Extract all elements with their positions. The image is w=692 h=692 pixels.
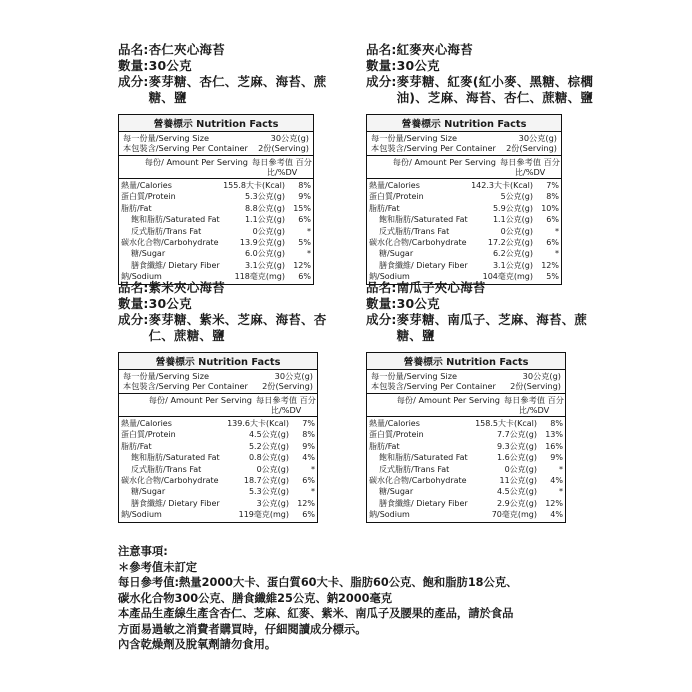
notes-line: 本產品生產線生產含杏仁、芝麻、紅麥、紫米、南瓜子及腰果的產品，請於食品 xyxy=(118,607,514,620)
servings-label: 本包裝含/Serving Per Container xyxy=(371,143,496,153)
nutrient-dv: 6% xyxy=(302,510,315,520)
nutrient-amount: 158.5大卡(Kcal) xyxy=(475,419,537,428)
nutrient-dv: 7% xyxy=(546,181,559,190)
quantity-label: 數量: xyxy=(118,58,149,73)
nutrient-amount: 11公克(g) xyxy=(499,476,537,486)
nutrition-row xyxy=(369,418,563,429)
nutrient-dv: 16% xyxy=(545,441,563,451)
product-quantity: 30公克 xyxy=(148,296,192,311)
nutrient-dv: 8% xyxy=(298,181,311,190)
nutrition-row xyxy=(369,180,559,191)
nutrient-label: 蛋白質/Protein xyxy=(369,430,424,440)
serving-size-label: 每一份量/Serving Size xyxy=(371,133,458,143)
nutrient-amount: 155.8大卡(Kcal) xyxy=(223,181,285,190)
nutrient-amount: 8.8公克(g) xyxy=(244,203,285,213)
notes-heading: 注意事項: xyxy=(118,545,168,558)
ingredients-label: 成分: xyxy=(118,312,149,327)
nutrient-label: 飽和脂肪/Saturated Fat xyxy=(379,453,468,463)
notes-line: 碳水化合物300公克、膳食纖維25公克、鈉2000毫克 xyxy=(118,591,393,605)
nutrient-amount: 3.1公克(g) xyxy=(492,260,533,270)
nutrient-label: 膳食纖維/ Dietary Fiber xyxy=(379,260,468,270)
nutrition-title: 營養標示 Nutrition Facts xyxy=(119,353,317,370)
nutrient-label: 反式脂肪/Trans Fat xyxy=(379,464,450,474)
product-name: 紫米夾心海苔 xyxy=(148,280,225,295)
nutrient-amount: 0.8公克(g) xyxy=(248,453,289,463)
product-name: 南瓜子夾心海苔 xyxy=(396,280,486,295)
nutrient-amount: 0公克(g) xyxy=(504,464,537,474)
servings-label: 本包裝含/Serving Per Container xyxy=(123,143,248,153)
name-label: 品名: xyxy=(366,42,397,57)
product-quantity: 30公克 xyxy=(396,58,440,73)
nutrient-label: 糖/Sugar xyxy=(131,487,166,497)
nutrient-amount: 9.3公克(g) xyxy=(496,441,537,451)
nutrient-label: 糖/Sugar xyxy=(379,249,414,259)
nutrient-label: 鈉/Sodium xyxy=(369,272,410,282)
nutrition-rows xyxy=(119,179,313,284)
nutrient-dv: 6% xyxy=(546,215,559,225)
serving-size-value: 30公克(g) xyxy=(518,133,557,143)
ingredients-label: 成分: xyxy=(366,74,397,89)
notes-line: 每日參考值:熱量2000大卡、蛋白質60大卡、脂肪60公克、飽和脂肪18公克、 xyxy=(118,576,518,589)
nutrient-dv: 7% xyxy=(302,419,315,428)
product-block xyxy=(366,42,596,285)
name-label: 品名: xyxy=(366,280,397,295)
nutrient-amount: 5.3公克(g) xyxy=(244,192,285,202)
nutrition-row xyxy=(369,226,559,237)
product-block xyxy=(366,280,596,523)
servings-label: 本包裝含/Serving Per Container xyxy=(123,381,248,391)
nutrient-dv: 12% xyxy=(297,498,315,508)
product-name: 杏仁夾心海苔 xyxy=(148,42,225,57)
nutrient-amount: 17.2公克(g) xyxy=(487,238,533,248)
product-block xyxy=(118,280,348,523)
column-header xyxy=(119,156,313,179)
column-header xyxy=(119,394,317,417)
nutrient-dv: 12% xyxy=(541,260,559,270)
product-block xyxy=(118,42,348,285)
nutrient-dv: 12% xyxy=(293,260,311,270)
quantity-label: 數量: xyxy=(366,296,397,311)
nutrient-label: 反式脂肪/Trans Fat xyxy=(131,464,202,474)
nutrient-dv: 10% xyxy=(541,203,559,213)
serving-size-value: 30公克(g) xyxy=(270,133,309,143)
nutrition-title: 營養標示 Nutrition Facts xyxy=(367,115,561,132)
nutrient-dv: 6% xyxy=(302,476,315,486)
nutrient-label: 飽和脂肪/Saturated Fat xyxy=(131,215,220,225)
nutrient-label: 蛋白質/Protein xyxy=(121,430,176,440)
nutrient-label: 膳食纖維/ Dietary Fiber xyxy=(131,260,220,270)
nutrient-dv: 4% xyxy=(550,510,563,520)
servings-value: 2份(Serving) xyxy=(506,143,557,153)
nutrient-amount: 0公克(g) xyxy=(252,226,285,236)
nutrient-amount: 0公克(g) xyxy=(256,464,289,474)
product-info xyxy=(118,42,348,106)
nutrient-label: 碳水化合物/Carbohydrate xyxy=(121,476,219,486)
product-info xyxy=(366,42,596,106)
per-serving-head: 每份/ Amount Per Serving xyxy=(392,157,496,167)
name-label: 品名: xyxy=(118,42,149,57)
nutrient-amount: 7.7公克(g) xyxy=(496,430,537,440)
nutrient-dv: 12% xyxy=(545,498,563,508)
nutrition-panel xyxy=(118,114,314,285)
serving-info xyxy=(119,132,313,156)
nutrition-row xyxy=(121,226,311,237)
nutrition-title: 營養標示 Nutrition Facts xyxy=(119,115,313,132)
product-quantity: 30公克 xyxy=(396,296,440,311)
nutrient-amount: 2.9公克(g) xyxy=(496,498,537,508)
nutrient-label: 膳食纖維/ Dietary Fiber xyxy=(379,498,468,508)
nutrient-amount: 5.2公克(g) xyxy=(248,441,289,451)
nutrient-dv: * xyxy=(555,249,559,259)
nutrient-dv: 8% xyxy=(302,430,315,440)
product-ingredients: 麥芽糖、杏仁、芝麻、海苔、蔗糖、鹽 xyxy=(148,74,327,105)
nutrition-row xyxy=(369,441,563,452)
nutrient-amount: 5.9公克(g) xyxy=(492,203,533,213)
servings-value: 2份(Serving) xyxy=(258,143,309,153)
nutrient-amount: 4.5公克(g) xyxy=(248,430,289,440)
nutrient-label: 熱量/Calories xyxy=(369,419,420,428)
nutrient-label: 飽和脂肪/Saturated Fat xyxy=(131,453,220,463)
product-ingredients: 麥芽糖、紫米、芝麻、海苔、杏仁、蔗糖、鹽 xyxy=(148,312,327,343)
serving-size-label: 每一份量/Serving Size xyxy=(371,371,458,381)
nutrition-row xyxy=(121,237,311,248)
dv-head: 每日參考值 百分比/%DV xyxy=(504,395,564,415)
nutrition-rows xyxy=(119,417,317,522)
serving-info xyxy=(367,370,565,394)
nutrition-row xyxy=(121,418,315,429)
nutrition-row xyxy=(369,452,563,463)
nutrition-row xyxy=(369,429,563,440)
nutrient-amount: 70毫克(mg) xyxy=(491,510,537,520)
nutrition-row xyxy=(369,214,559,225)
nutrient-amount: 5.3公克(g) xyxy=(248,487,289,497)
nutrition-row xyxy=(369,203,559,214)
product-ingredients: 麥芽糖、南瓜子、芝麻、海苔、蔗糖、鹽 xyxy=(396,312,588,343)
nutrient-label: 蛋白質/Protein xyxy=(121,192,176,202)
nutrient-amount: 1.1公克(g) xyxy=(244,215,285,225)
notes-section xyxy=(118,544,578,653)
nutrient-dv: 15% xyxy=(293,203,311,213)
nutrition-row xyxy=(121,464,315,475)
quantity-label: 數量: xyxy=(118,296,149,311)
nutrient-amount: 4.5公克(g) xyxy=(496,487,537,497)
nutrition-row xyxy=(369,486,563,497)
nutrient-dv: * xyxy=(559,487,563,497)
nutrient-amount: 18.7公克(g) xyxy=(243,476,289,486)
servings-value: 2份(Serving) xyxy=(262,381,313,391)
nutrient-dv: 5% xyxy=(546,272,559,282)
nutrient-label: 碳水化合物/Carbohydrate xyxy=(121,238,219,248)
ingredients-label: 成分: xyxy=(366,312,397,327)
product-info xyxy=(118,280,348,344)
notes-line: ＊參考值未訂定 xyxy=(118,560,198,574)
nutrient-dv: 6% xyxy=(546,238,559,248)
product-ingredients: 麥芽糖、紅麥(紅小麥、黑糖、棕櫚油)、芝麻、海苔、杏仁、蔗糖、鹽 xyxy=(396,74,594,105)
nutrient-label: 糖/Sugar xyxy=(379,487,414,497)
nutrient-dv: 9% xyxy=(550,453,563,463)
nutrient-amount: 1.6公克(g) xyxy=(496,453,537,463)
nutrient-dv: 9% xyxy=(298,192,311,202)
nutrient-dv: * xyxy=(307,249,311,259)
nutrient-amount: 119毫克(mg) xyxy=(238,510,289,520)
serving-size-value: 30公克(g) xyxy=(274,371,313,381)
quantity-label: 數量: xyxy=(366,58,397,73)
nutrient-dv: 6% xyxy=(298,215,311,225)
name-label: 品名: xyxy=(118,280,149,295)
nutrient-dv: 9% xyxy=(302,441,315,451)
nutrient-amount: 142.3大卡(Kcal) xyxy=(471,181,533,190)
nutrient-dv: 4% xyxy=(302,453,315,463)
serving-info xyxy=(367,132,561,156)
nutrient-label: 糖/Sugar xyxy=(131,249,166,259)
nutrient-label: 蛋白質/Protein xyxy=(369,192,424,202)
nutrient-label: 碳水化合物/Carbohydrate xyxy=(369,238,467,248)
nutrition-row xyxy=(121,248,311,259)
nutrition-rows xyxy=(367,417,565,522)
nutrition-row xyxy=(121,498,315,509)
serving-size-value: 30公克(g) xyxy=(522,371,561,381)
serving-size-label: 每一份量/Serving Size xyxy=(123,133,210,143)
product-info xyxy=(366,280,596,344)
column-header xyxy=(367,394,565,417)
nutrition-row xyxy=(369,475,563,486)
nutrient-dv: 6% xyxy=(298,272,311,282)
nutrient-label: 鈉/Sodium xyxy=(121,510,162,520)
nutrition-row xyxy=(121,203,311,214)
nutrient-dv: 8% xyxy=(550,419,563,428)
nutrition-row xyxy=(369,498,563,509)
servings-value: 2份(Serving) xyxy=(510,381,561,391)
nutrition-row xyxy=(121,260,311,271)
nutrition-row xyxy=(121,441,315,452)
nutrient-label: 反式脂肪/Trans Fat xyxy=(131,226,202,236)
nutrient-amount: 139.6大卡(Kcal) xyxy=(227,419,289,428)
nutrient-label: 膳食纖維/ Dietary Fiber xyxy=(131,498,220,508)
nutrition-row xyxy=(121,214,311,225)
column-header xyxy=(367,156,561,179)
nutrient-label: 碳水化合物/Carbohydrate xyxy=(369,476,467,486)
per-serving-head: 每份/ Amount Per Serving xyxy=(396,395,500,405)
nutrition-row xyxy=(121,191,311,202)
nutrition-row xyxy=(121,509,315,520)
product-name: 紅麥夾心海苔 xyxy=(396,42,473,57)
nutrition-rows xyxy=(367,179,561,284)
ingredients-label: 成分: xyxy=(118,74,149,89)
serving-info xyxy=(119,370,317,394)
dv-head: 每日參考值 百分比/%DV xyxy=(252,157,312,177)
nutrient-label: 脂肪/Fat xyxy=(121,441,152,451)
nutrient-amount: 5公克(g) xyxy=(500,192,533,202)
serving-size-label: 每一份量/Serving Size xyxy=(123,371,210,381)
nutrition-row xyxy=(121,452,315,463)
nutrition-row xyxy=(121,429,315,440)
nutrient-label: 反式脂肪/Trans Fat xyxy=(379,226,450,236)
nutrient-amount: 118毫克(mg) xyxy=(234,272,285,282)
nutrient-amount: 104毫克(mg) xyxy=(482,272,533,282)
nutrient-dv: * xyxy=(307,226,311,236)
nutrient-amount: 3.1公克(g) xyxy=(244,260,285,270)
nutrition-row xyxy=(121,180,311,191)
nutrient-label: 脂肪/Fat xyxy=(369,441,400,451)
nutrient-amount: 1.1公克(g) xyxy=(492,215,533,225)
nutrition-row xyxy=(369,237,559,248)
nutrient-amount: 3公克(g) xyxy=(256,498,289,508)
nutrient-label: 脂肪/Fat xyxy=(369,203,400,213)
nutrient-dv: * xyxy=(559,464,563,474)
nutrient-label: 飽和脂肪/Saturated Fat xyxy=(379,215,468,225)
nutrition-row xyxy=(121,475,315,486)
per-serving-head: 每份/ Amount Per Serving xyxy=(148,395,252,405)
nutrient-label: 脂肪/Fat xyxy=(121,203,152,213)
nutrient-dv: 8% xyxy=(546,192,559,202)
nutrition-row xyxy=(121,486,315,497)
nutrient-dv: 13% xyxy=(545,430,563,440)
nutrient-amount: 13.9公克(g) xyxy=(239,238,285,248)
product-quantity: 30公克 xyxy=(148,58,192,73)
nutrient-label: 熱量/Calories xyxy=(121,419,172,428)
nutrition-panel xyxy=(366,352,566,523)
nutrition-row xyxy=(369,260,559,271)
nutrition-row xyxy=(369,191,559,202)
nutrient-amount: 0公克(g) xyxy=(500,226,533,236)
per-serving-head: 每份/ Amount Per Serving xyxy=(144,157,248,167)
notes-line: 方面易過敏之消費者購買時，仔細閱讀成分標示。 xyxy=(118,622,367,636)
nutrition-row xyxy=(369,248,559,259)
nutrition-row xyxy=(369,464,563,475)
nutrition-title: 營養標示 Nutrition Facts xyxy=(367,353,565,370)
dv-head: 每日參考值 百分比/%DV xyxy=(256,395,316,415)
notes-line: 內含乾燥劑及脫氧劑請勿食用。 xyxy=(118,638,277,651)
nutrient-dv: 5% xyxy=(298,238,311,248)
nutrient-label: 鈉/Sodium xyxy=(121,272,162,282)
dv-head: 每日參考值 百分比/%DV xyxy=(500,157,560,177)
servings-label: 本包裝含/Serving Per Container xyxy=(371,381,496,391)
nutrient-dv: * xyxy=(311,464,315,474)
nutrient-dv: 4% xyxy=(550,476,563,486)
nutrient-dv: * xyxy=(555,226,559,236)
nutrient-amount: 6.2公克(g) xyxy=(492,249,533,259)
nutrient-label: 熱量/Calories xyxy=(121,181,172,190)
nutrient-dv: * xyxy=(311,487,315,497)
nutrition-row xyxy=(369,509,563,520)
nutrient-amount: 6.0公克(g) xyxy=(244,249,285,259)
nutrition-panel xyxy=(118,352,318,523)
nutrition-panel xyxy=(366,114,562,285)
nutrient-label: 熱量/Calories xyxy=(369,181,420,190)
nutrient-label: 鈉/Sodium xyxy=(369,510,410,520)
